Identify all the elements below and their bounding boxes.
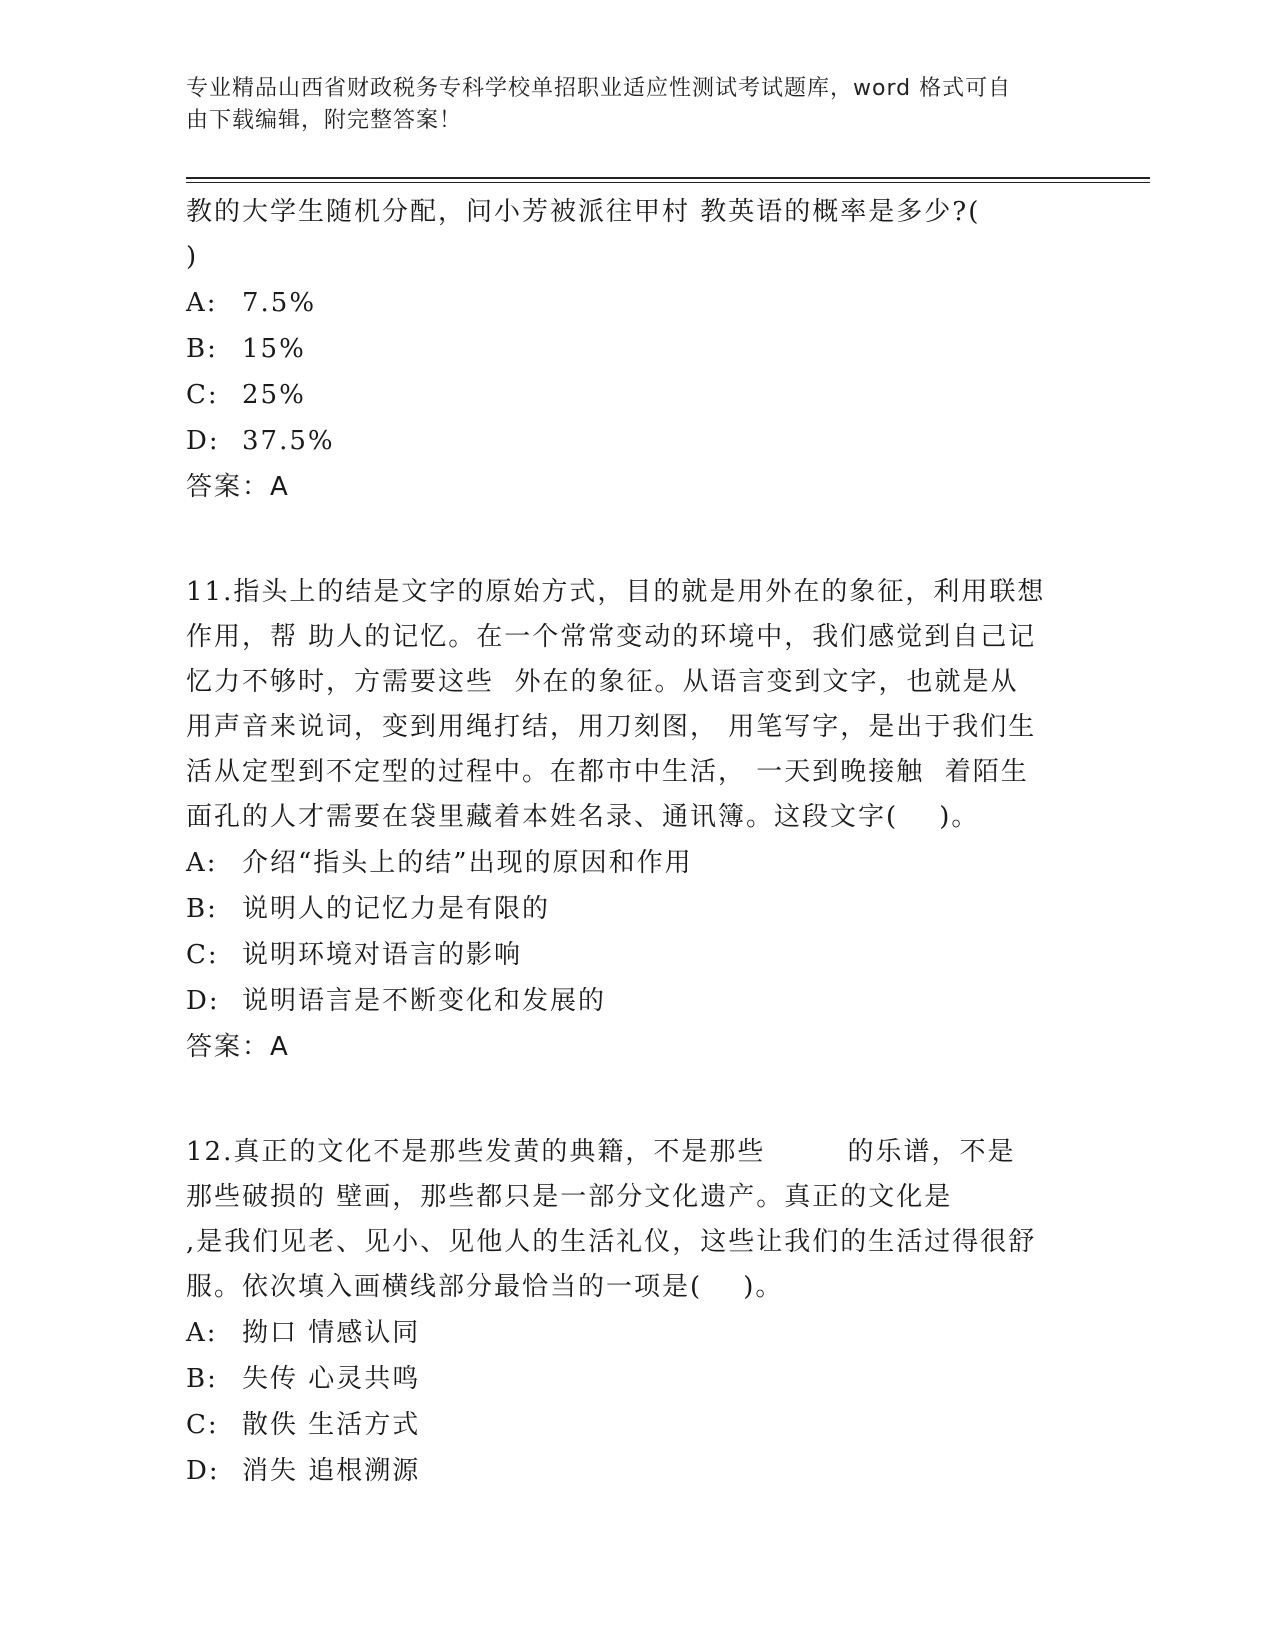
question-text-line: 作用，帮 助人的记忆。在一个常常变动的环境中，我们感觉到自己记 [186, 622, 1037, 652]
option-c [186, 932, 1086, 978]
option-d [186, 978, 1086, 1024]
header-rule-thick [186, 177, 1150, 179]
option-a [186, 280, 1086, 326]
option-b [186, 1356, 1086, 1402]
question-11 [186, 570, 1086, 1070]
option-letter: B: [186, 894, 218, 924]
question-10 [186, 190, 1086, 510]
option-letter: D: [186, 1456, 220, 1486]
option-b [186, 326, 1086, 372]
answer-line: 答案：A [186, 1032, 290, 1062]
header-rule-thin [186, 182, 1150, 183]
option-d [186, 418, 1086, 464]
option-c [186, 1402, 1086, 1448]
option-text: 失传 心灵共鸣 [242, 1364, 421, 1394]
option-c [186, 372, 1086, 418]
header-line-2: 由下载编辑，附完整答案！ [186, 108, 463, 133]
question-text-line: 那些破损的 壁画，那些都只是一部分文化遗产。真正的文化是 [186, 1182, 953, 1212]
option-letter: C: [186, 940, 219, 970]
option-letter: D: [186, 986, 220, 1016]
question-text-line: 用声音来说词，变到用绳打结，用刀刻图， 用笔写字，是出于我们生 [186, 712, 1037, 742]
answer-line: 答案：A [186, 472, 290, 502]
option-a [186, 1310, 1086, 1356]
question-text-line: 面孔的人才需要在袋里藏着本姓名录、通讯簿。这段文字( )。 [186, 802, 980, 832]
option-text: 7.5% [242, 288, 317, 318]
option-letter: A: [186, 288, 218, 318]
option-text: 介绍“指头上的结”出现的原因和作用 [242, 848, 693, 878]
option-d [186, 1448, 1086, 1494]
page-header [186, 73, 1066, 137]
document-body [186, 190, 1086, 1494]
option-text: 说明语言是不断变化和发展的 [242, 986, 607, 1016]
question-text-line: ,是我们见老、见小、见他人的生活礼仪，这些让我们的生活过得很舒 [186, 1227, 1037, 1257]
option-letter: A: [186, 848, 218, 878]
question-text-line: 活从定型到不定型的过程中。在都市中生活， 一天到晚接触 着陌生 [186, 757, 1029, 787]
question-text-line: 服。依次填入画横线部分最恰当的一项是( )。 [186, 1272, 784, 1302]
option-letter: A: [186, 1318, 218, 1348]
option-text: 15% [242, 334, 306, 364]
option-text: 37.5% [242, 426, 335, 456]
question-text-line: 教的大学生随机分配，问小芳被派往甲村 教英语的概率是多少?( [186, 197, 981, 227]
option-text: 说明人的记忆力是有限的 [242, 894, 551, 924]
option-a [186, 840, 1086, 886]
question-text-line: 12.真正的文化不是那些发黄的典籍，不是那些 的乐谱，不是 [186, 1137, 1016, 1167]
option-letter: C: [186, 380, 219, 410]
option-text: 拗口 情感认同 [242, 1318, 421, 1348]
option-letter: C: [186, 1410, 219, 1440]
option-text: 散佚 生活方式 [242, 1410, 421, 1440]
option-letter: D: [186, 426, 220, 456]
option-letter: B: [186, 1364, 218, 1394]
question-12 [186, 1130, 1086, 1494]
question-text-line: 11.指头上的结是文字的原始方式，目的就是用外在的象征，利用联想 [186, 577, 1046, 607]
option-text: 消失 追根溯源 [242, 1456, 421, 1486]
header-line-1: 专业精品山西省财政税务专科学校单招职业适应性测试考试题库，word 格式可自 [186, 76, 1012, 101]
question-text-line: 忆力不够时，方需要这些 外在的象征。从语言变到文字，也就是从 [186, 667, 1019, 697]
question-text-line: ) [186, 242, 199, 272]
option-letter: B: [186, 334, 218, 364]
option-b [186, 886, 1086, 932]
option-text: 25% [242, 380, 306, 410]
option-text: 说明环境对语言的影响 [242, 940, 523, 970]
